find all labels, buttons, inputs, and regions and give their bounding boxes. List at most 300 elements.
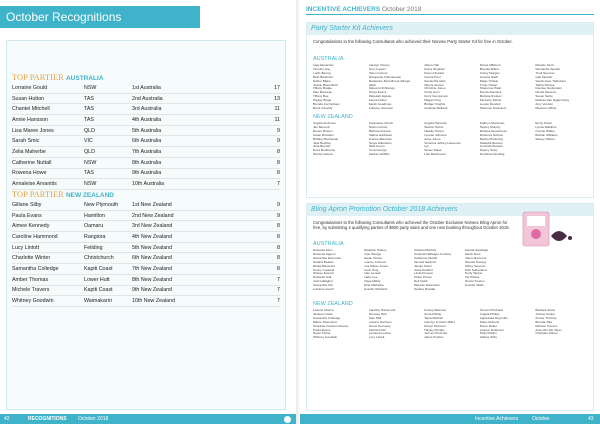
list-item: Catherine Nuttall xyxy=(414,256,438,260)
table-row xyxy=(12,242,280,253)
table-row xyxy=(12,115,280,126)
list-item: Inga Alexander xyxy=(313,64,334,67)
list-item: Lorraine Gould xyxy=(313,288,334,292)
list-item: Rachel Pickering xyxy=(479,137,504,141)
bling-apron-product-image xyxy=(517,208,577,256)
table-cell: 8 xyxy=(260,168,280,179)
list-item: Brenda Millett xyxy=(479,67,499,71)
party-starter-card xyxy=(306,22,594,198)
country-label: AUSTRALIA xyxy=(313,241,344,247)
name-column xyxy=(424,64,478,111)
table-cell: Susan Hutton xyxy=(12,93,84,104)
bling-apron-card xyxy=(306,203,594,411)
list-item: Merzel Tuazon xyxy=(464,280,485,284)
table-cell: 8 xyxy=(260,242,280,253)
table-cell: 1st Australia xyxy=(132,83,260,93)
list-item: Kylie Harrigs xyxy=(363,252,382,256)
page-number: 43 xyxy=(588,416,594,422)
table-row xyxy=(12,285,280,296)
list-item: Melissa Van Ngaw Foley xyxy=(535,99,570,103)
list-item: Lucy Lintott xyxy=(368,336,385,340)
table-cell: 9 xyxy=(260,210,280,221)
list-item: Sarah-Jane Todhunter xyxy=(535,79,566,83)
table-cell: 8 xyxy=(260,264,280,275)
list-item: Madeline Haines xyxy=(363,249,387,252)
table-row xyxy=(12,179,280,190)
list-item: Helen Fisher xyxy=(313,332,331,336)
table-cell: Lower Hutt xyxy=(84,274,132,285)
header-issue: October 2018 xyxy=(381,6,422,13)
table-cell: 8 xyxy=(260,253,280,264)
table-cell: Sarah Smic xyxy=(12,136,84,147)
table-cell: 9 xyxy=(260,200,280,210)
card-intro: Congratulations to the following Consultants who achieved the October Exclusive Norwex Bling Apron for free, by submitting 4 qualifying parties of $600 party sales and one new booking throughout October 2018. xyxy=(313,220,510,231)
list-item: Cindy Kern xyxy=(424,91,440,95)
list-item: Anne Jones xyxy=(424,137,441,141)
list-item: Trudy Tapper xyxy=(464,272,483,276)
table-row xyxy=(12,147,280,158)
list-item: Naomi Jensen xyxy=(424,83,444,87)
table-cell: 7th Australia xyxy=(132,147,260,158)
table-cell: 8 xyxy=(260,157,280,168)
table-cell: Waimakariri xyxy=(84,296,132,307)
table-cell: QLD xyxy=(84,147,132,158)
list-item: Penny Copland xyxy=(313,268,335,272)
card-title: Bling Apron Promotion October 2018 Achievers xyxy=(307,204,593,216)
list-item: Erica Burkhorne xyxy=(313,149,336,153)
table-cell: 13 xyxy=(260,93,280,104)
list-item: Samantha Esmonds xyxy=(313,256,341,260)
list-item: Susan Swire xyxy=(535,95,553,99)
list-item: Sheriza Snoopy xyxy=(464,260,487,264)
page-number: 42 xyxy=(4,416,10,422)
list-item: Joanne Ellerman xyxy=(368,137,392,141)
list-item: Samantha Gilt xyxy=(313,284,333,288)
table-cell: Christchurch xyxy=(84,253,132,264)
table-cell: 8th Australia xyxy=(132,157,260,168)
list-item: Sandra Rowlatt xyxy=(414,288,436,292)
table-cell: 4th Australia xyxy=(132,115,260,126)
name-column xyxy=(465,249,514,292)
table-cell: TAS xyxy=(84,93,132,104)
list-item: Maree Davenport xyxy=(313,320,337,324)
list-item: Natalie Horton xyxy=(424,129,444,133)
list-item: Melissa Rydeen xyxy=(479,95,502,99)
list-item: Nadine Eddowes xyxy=(368,133,392,137)
name-column xyxy=(480,64,534,111)
country-label: AUSTRALIA xyxy=(313,56,344,62)
list-item: Renee Bowen xyxy=(313,129,333,133)
list-item: Leanne Johnson xyxy=(363,260,387,264)
table-cell: Lucy Lintott xyxy=(12,242,84,253)
name-column xyxy=(424,309,478,340)
list-item: Corina Hunt xyxy=(424,75,441,79)
list-item: Samantha Colledge xyxy=(313,316,341,320)
list-item: Nicole Millicent xyxy=(479,64,501,67)
list-item: Kate Lussell xyxy=(363,272,381,276)
name-list-au xyxy=(313,64,589,111)
table-cell: 8th New Zealand xyxy=(132,274,260,285)
top-partier-au-heading xyxy=(12,72,104,82)
table-cell: TAS xyxy=(84,168,132,179)
list-item: Jan Bennett xyxy=(313,125,330,129)
list-item: Bridget Knights xyxy=(424,103,446,107)
list-item: Carolee Soderstein xyxy=(535,87,562,91)
table-cell: TAS xyxy=(84,115,132,126)
name-column xyxy=(424,122,478,157)
right-header xyxy=(306,6,421,13)
right-footer xyxy=(300,414,600,424)
page-title: October Recognitions xyxy=(0,6,200,28)
list-item: Timothy Ang xyxy=(313,67,331,71)
table-cell: 10th New Zealand xyxy=(132,296,260,307)
list-item: Cathy Lee xyxy=(363,276,378,280)
name-list-nz xyxy=(313,122,589,157)
table-cell: Caroline Hammond xyxy=(12,232,84,243)
list-item: Hayley Sivey xyxy=(479,149,498,153)
list-item: Jessica Nash xyxy=(479,75,499,79)
list-item: Barbara Dorsett xyxy=(368,129,391,133)
top-partier-nz-heading xyxy=(12,189,114,199)
list-item: Kimberly Richie xyxy=(479,99,502,103)
top-partier-label: TOP PARTIER xyxy=(12,72,64,82)
table-cell: Kapiti Coast xyxy=(84,285,132,296)
table-row xyxy=(12,296,280,307)
name-column xyxy=(313,122,367,157)
list-item: Bethan Williams xyxy=(535,133,558,137)
list-item: Mee Bouseau xyxy=(313,91,333,95)
list-item: Amanda Melland xyxy=(424,106,448,110)
table-cell: 8 xyxy=(260,221,280,232)
list-item: Beth Batchelor xyxy=(313,75,334,79)
table-cell: 6th Australia xyxy=(132,136,260,147)
list-item: Holly Rollins xyxy=(479,332,497,336)
list-item: Carolyn Clancy xyxy=(368,64,390,67)
list-item: Nicola Carlson xyxy=(313,153,334,157)
list-item: Lynda Waldrine xyxy=(535,125,557,129)
right-page xyxy=(300,0,600,424)
list-item: Helen Simmons xyxy=(464,256,487,260)
table-cell: NSW xyxy=(84,157,132,168)
list-item: Esther Blake xyxy=(313,79,331,83)
list-item: Carolyn & Gavin Miller xyxy=(424,320,455,324)
table-cell: Oamaru xyxy=(84,221,132,232)
table-cell: NSW xyxy=(84,179,132,190)
list-item: Kate Hall xyxy=(368,316,382,320)
list-item: Barbara Sirois xyxy=(535,309,555,312)
list-item: Gerdena Lerboe xyxy=(368,332,392,336)
list-item: Jennifer McNeish xyxy=(363,288,388,292)
table-row xyxy=(12,83,280,93)
list-item: Abbey Stevens xyxy=(464,264,486,268)
table-cell: 9th Australia xyxy=(132,168,260,179)
list-item: Agnieszka Reynolds xyxy=(479,316,508,320)
list-item: Amy Cooper xyxy=(368,67,386,71)
card-intro: Congratulations to the following Consultants who achieved their Norwex Party Starter Kit for free in October. xyxy=(313,39,513,44)
list-item: Lisa Martinsons xyxy=(424,153,446,157)
list-item: Jaskeen Clark xyxy=(313,312,333,316)
list-item: Sharon Dover xyxy=(368,125,388,129)
list-item: Nell Quirk xyxy=(414,280,428,284)
list-item: Beth Sutherland xyxy=(464,268,487,272)
footer-logo-icon xyxy=(284,416,291,423)
list-item: Alicia Pettifort xyxy=(414,268,433,272)
table-cell: NSW xyxy=(84,83,132,93)
list-item: Michele Travers xyxy=(535,324,558,328)
table-row xyxy=(12,104,280,115)
list-item: Julie Buckley xyxy=(313,141,332,145)
list-item: Katrina Kidd xyxy=(368,328,386,332)
list-item: Julia Burnett xyxy=(313,145,331,149)
list-item: Charlotte Dowson-Devine xyxy=(313,324,349,328)
table-row xyxy=(12,157,280,168)
list-item: Hayley Murphy xyxy=(479,125,501,129)
table-cell: New Plymouth xyxy=(84,200,132,210)
list-item: Stacy Roberts xyxy=(479,320,500,324)
list-item: Angela Ambrose xyxy=(313,122,336,125)
list-item: Paige Middy xyxy=(363,280,381,284)
table-row xyxy=(12,221,280,232)
table-cell: 7 xyxy=(260,285,280,296)
list-item: Kerry Kempsmon xyxy=(424,95,449,99)
list-item: Crissy Morgan xyxy=(479,71,500,75)
list-item: Lisa Maree Jones xyxy=(363,264,388,268)
table-cell: Rowena Howe xyxy=(12,168,84,179)
country-label: NEW ZEALAND xyxy=(313,301,353,307)
table-row xyxy=(12,125,280,136)
table-cell: Annie Hansson xyxy=(12,115,84,126)
list-item: Kelsey Macrese xyxy=(424,309,447,312)
list-item: Caroline Hammond xyxy=(368,309,396,312)
list-item: Rebecca Nichols xyxy=(479,133,504,137)
table-row xyxy=(12,93,280,104)
list-item: Julianne Greenee xyxy=(368,106,394,110)
table-cell: Michele Travers xyxy=(12,285,84,296)
list-item: Tanya Evans xyxy=(368,91,387,95)
list-item: Melissa Neuenheim xyxy=(479,129,507,133)
list-item: Tiffany Bue xyxy=(313,95,329,99)
list-item: Anna McKay xyxy=(424,312,442,316)
list-item: Paige O'Neal xyxy=(479,79,498,83)
list-item: Marguerite D'Emanuele xyxy=(368,75,401,79)
table-cell: Annaleise Arvanitis xyxy=(12,179,84,190)
list-item: Sharonne Pikar xyxy=(479,87,502,91)
list-item: Angela Hancock xyxy=(424,122,447,125)
table-cell: 2nd New Zealand xyxy=(132,210,260,221)
table-cell: 8 xyxy=(260,232,280,243)
list-item: Gillane Silby xyxy=(479,336,497,340)
list-item: Connie Walter xyxy=(535,129,555,133)
table-cell: 3rd Australia xyxy=(132,104,260,115)
list-item: Jeminah Russell xyxy=(479,145,503,149)
list-item: Theresa Hart xyxy=(368,312,387,316)
list-item: Jacinta Sandidge xyxy=(464,249,489,252)
name-column xyxy=(535,64,589,111)
list-item: Christine Jones xyxy=(424,87,446,91)
name-column xyxy=(313,249,362,292)
table-cell: 1st New Zealand xyxy=(132,200,260,210)
table-cell: Rangiora xyxy=(84,232,132,243)
name-column xyxy=(480,122,534,157)
country-label: AUSTRALIA xyxy=(65,75,104,82)
table-cell: Zelia Maherbe xyxy=(12,147,84,158)
top-partier-label: TOP PARTIER xyxy=(12,189,64,199)
list-item: Lorfie Bering xyxy=(313,71,331,75)
list-item: Lousie Rendell xyxy=(479,103,501,107)
table-cell: Charlotte Winter xyxy=(12,253,84,264)
list-item: Aimee Kennedy xyxy=(368,324,391,328)
list-item: Tamela Sanford xyxy=(414,260,436,264)
table-row xyxy=(12,136,280,147)
list-item: Madeleine Dent-Brook Allinger xyxy=(368,79,411,83)
list-item: Sheree Everett xyxy=(313,272,334,276)
table-cell: 5th Australia xyxy=(132,125,260,136)
list-item: Dione Rutlet xyxy=(479,324,497,328)
top-partier-nz-table xyxy=(12,200,280,307)
list-item: Brenda Tofa xyxy=(535,320,553,324)
list-item: Nicki Green xyxy=(368,145,385,149)
table-row xyxy=(12,168,280,179)
list-item: Jacqueline Check xyxy=(368,122,394,125)
footer-label: Incentive Achievers xyxy=(475,416,519,422)
table-cell: Paula Evans xyxy=(12,210,84,221)
list-item: Pia Tillotse xyxy=(464,276,480,280)
table-cell: Amber Thomas xyxy=(12,274,84,285)
table-cell: Whitney Goodwin xyxy=(12,296,84,307)
table-cell: Kapiti Coast xyxy=(84,264,132,275)
table-cell: 11 xyxy=(260,104,280,115)
name-column xyxy=(313,64,367,111)
list-item: Leanne Aberne xyxy=(313,309,334,312)
list-item: Natasha Reeves xyxy=(479,141,503,145)
table-cell: 8 xyxy=(260,147,280,158)
list-item: Susan Hutton xyxy=(363,256,383,260)
list-item: Sarah Smic xyxy=(464,252,481,256)
table-cell: 2nd Australia xyxy=(132,93,260,104)
table-row xyxy=(12,274,280,285)
list-item: Brenda Carmichael xyxy=(313,103,340,107)
list-item: Jenna O'Donnell xyxy=(424,332,447,336)
name-column xyxy=(369,64,423,111)
list-item: Trudy Otwan xyxy=(479,83,498,87)
table-cell: Chantel Mitchell xyxy=(12,104,84,115)
footer-label: RECOGNITIONS xyxy=(28,416,67,422)
name-list-nz xyxy=(313,309,589,340)
name-column xyxy=(364,249,413,292)
list-item: Nicola Stevens xyxy=(535,91,557,95)
list-item: Deborah Allen xyxy=(313,249,333,252)
list-item: Hayley Murphy xyxy=(424,328,445,332)
table-cell: Gillane Silby xyxy=(12,200,84,210)
country-label: NEW ZEALAND xyxy=(65,192,114,199)
name-column xyxy=(480,309,534,340)
table-cell: 3rd New Zealand xyxy=(132,221,260,232)
list-item: Wadi xyxy=(368,83,376,87)
list-item: Amanda Naftelger-Conkley xyxy=(414,252,452,256)
table-row xyxy=(12,264,280,275)
country-label: NEW ZEALAND xyxy=(313,114,353,120)
list-item: Paula Evans xyxy=(313,328,331,332)
table-row xyxy=(12,232,280,243)
list-item: Gail Stewart xyxy=(535,75,553,79)
list-item: Kevin King xyxy=(363,268,379,272)
list-item: Rhaia Bisewsez xyxy=(313,264,336,268)
list-item: Marette Scott xyxy=(535,64,554,67)
list-item: Kathryn Merriman xyxy=(479,122,505,125)
table-row xyxy=(12,200,280,210)
list-item: Karen Brandon xyxy=(313,133,334,137)
list-item: Veronica Jeffrey-Lawrence xyxy=(424,141,461,145)
list-item: Whitney Goodwin xyxy=(313,336,338,340)
name-column xyxy=(535,309,589,340)
table-cell: VIC xyxy=(84,136,132,147)
list-item: Emily Street xyxy=(535,122,553,125)
list-item: Chantel Mitchell xyxy=(414,249,437,252)
list-item: Rebecca Algeon xyxy=(313,252,336,256)
list-item: Karen Howard xyxy=(424,71,444,75)
list-item: Sarah Goodman xyxy=(368,103,392,107)
left-footer xyxy=(0,414,300,424)
table-cell: Lorraine Gould xyxy=(12,83,84,93)
list-item: Jaime Perkins xyxy=(424,336,444,340)
table-cell: 7th New Zealand xyxy=(132,264,260,275)
header-rule xyxy=(306,14,594,15)
name-column xyxy=(313,309,367,340)
table-cell: 9th New Zealand xyxy=(132,285,260,296)
table-cell: 7 xyxy=(260,274,280,285)
list-item: Asta Van Der Weer xyxy=(535,328,562,332)
table-cell: Lisa Maree Jones xyxy=(12,125,84,136)
list-item: Lynette Johnson xyxy=(424,133,447,137)
name-column xyxy=(369,122,423,157)
list-item: Shannon Saunders xyxy=(479,106,507,110)
list-item: Megan King xyxy=(424,99,441,103)
name-column xyxy=(535,122,589,157)
list-item: Hayley Bugel xyxy=(313,99,332,103)
list-item: Yona George xyxy=(368,149,387,153)
list-item: Amber Thomas xyxy=(535,316,557,320)
list-item: Brittany Buchanan xyxy=(313,137,339,141)
table-cell: TAS xyxy=(84,104,132,115)
list-item: Rebecca D'Allengo xyxy=(368,87,395,91)
table-cell: 11 xyxy=(260,115,280,126)
table-cell: 10th Australia xyxy=(132,179,260,190)
list-item: Jacqui Owen xyxy=(414,264,432,268)
list-item: Fiona Hendran xyxy=(424,67,445,71)
list-item: Tania Mitchell xyxy=(424,316,443,320)
card-title: Party Starter Kit Achievers xyxy=(307,23,593,35)
list-item: Linda Pessoa xyxy=(414,272,433,276)
name-column xyxy=(369,309,423,340)
list-item: Tanya Gillanders xyxy=(368,141,392,145)
footer-issue: October 2018 xyxy=(78,416,109,422)
table-cell: Feilding xyxy=(84,242,132,253)
table-cell: 9 xyxy=(260,136,280,147)
list-item: Melanie Robertson xyxy=(414,284,440,288)
table-cell: QLD xyxy=(84,125,132,136)
list-item: Lyn xyxy=(424,145,430,149)
top-partier-au-table xyxy=(12,83,280,190)
list-item: Rebekah Egosie xyxy=(368,95,392,99)
list-item: Charlotte Winter xyxy=(535,332,558,336)
list-item: Deborah Gall xyxy=(313,276,332,280)
list-item: Tiffany Budge xyxy=(313,87,332,91)
list-item: Samantha Sparks xyxy=(535,67,560,71)
list-item: Rachel Griffiths xyxy=(368,153,390,157)
list-item: Robyn Morrison xyxy=(424,324,447,328)
list-item: Jeanie Bloomfield xyxy=(313,83,338,87)
table-cell: 9 xyxy=(260,125,280,136)
